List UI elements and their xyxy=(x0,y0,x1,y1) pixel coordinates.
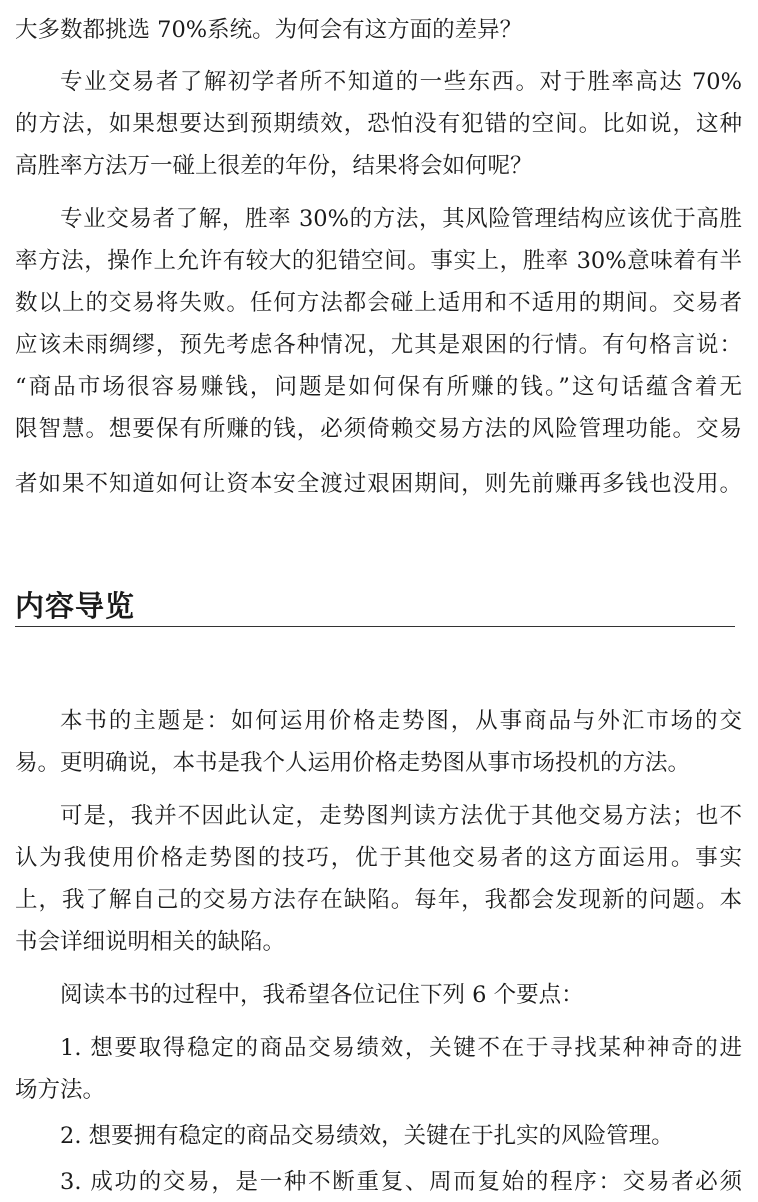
list-item-line: 2. 想要拥有稳定的商品交易绩效，关键在于扎实的风险管理。 xyxy=(60,1123,674,1149)
paragraph-line: 数以上的交易将失败。任何方法都会碰上适用和不适用的期间。交易者 xyxy=(15,290,742,316)
paragraph-line: 专业交易者了解，胜率 30%的方法，其风险管理结构应该优于高胜 xyxy=(60,206,742,232)
heading-underline xyxy=(15,626,735,627)
list-item-line: 1. 想要取得稳定的商品交易绩效，关键不在于寻找某种神奇的进 xyxy=(60,1035,742,1061)
paragraph-line: 者如果不知道如何让资本安全渡过艰困期间，则先前赚再多钱也没用。 xyxy=(15,471,742,497)
paragraph-line: 应该未雨绸缪，预先考虑各种情况，尤其是艰困的行情。有句格言说： xyxy=(15,332,742,358)
list-item-line: 场方法。 xyxy=(15,1077,106,1103)
paragraph-line: 认为我使用价格走势图的技巧，优于其他交易者的这方面运用。事实 xyxy=(15,845,742,871)
paragraph-line: 的方法，如果想要达到预期绩效，恐怕没有犯错的空间。比如说，这种 xyxy=(15,111,742,137)
paragraph-line: 本书的主题是：如何运用价格走势图，从事商品与外汇市场的交 xyxy=(60,708,742,734)
paragraph-line: 限智慧。想要保有所赚的钱，必须倚赖交易方法的风险管理功能。交易 xyxy=(15,416,742,442)
section-heading: 内容导览 xyxy=(15,589,136,623)
paragraph-line: 可是，我并不因此认定，走势图判读方法优于其他交易方法；也不 xyxy=(60,803,742,829)
paragraph-line: “商品市场很容易赚钱，问题是如何保有所赚的钱。”这句话蕴含着无 xyxy=(15,374,742,400)
list-item-line: 3. 成功的交易，是一种不断重复、周而复始的程序：交易者必须 xyxy=(60,1169,742,1195)
paragraph-line: 大多数都挑选 70%系统。为何会有这方面的差异？ xyxy=(15,17,523,43)
paragraph-line: 易。更明确说，本书是我个人运用价格走势图从事市场投机的方法。 xyxy=(15,750,691,776)
paragraph-line: 率方法，操作上允许有较大的犯错空间。事实上，胜率 30%意味着有半 xyxy=(15,248,742,274)
paragraph-line: 高胜率方法万一碰上很差的年份，结果将会如何呢？ xyxy=(15,153,533,179)
paragraph-line: 上，我了解自己的交易方法存在缺陷。每年，我都会发现新的问题。本 xyxy=(15,887,742,913)
paragraph-line: 专业交易者了解初学者所不知道的一些东西。对于胜率高达 70% xyxy=(60,69,742,95)
paragraph-line: 书会详细说明相关的缺陷。 xyxy=(15,929,286,955)
paragraph-line: 阅读本书的过程中，我希望各位记住下列 6 个要点： xyxy=(60,982,584,1008)
